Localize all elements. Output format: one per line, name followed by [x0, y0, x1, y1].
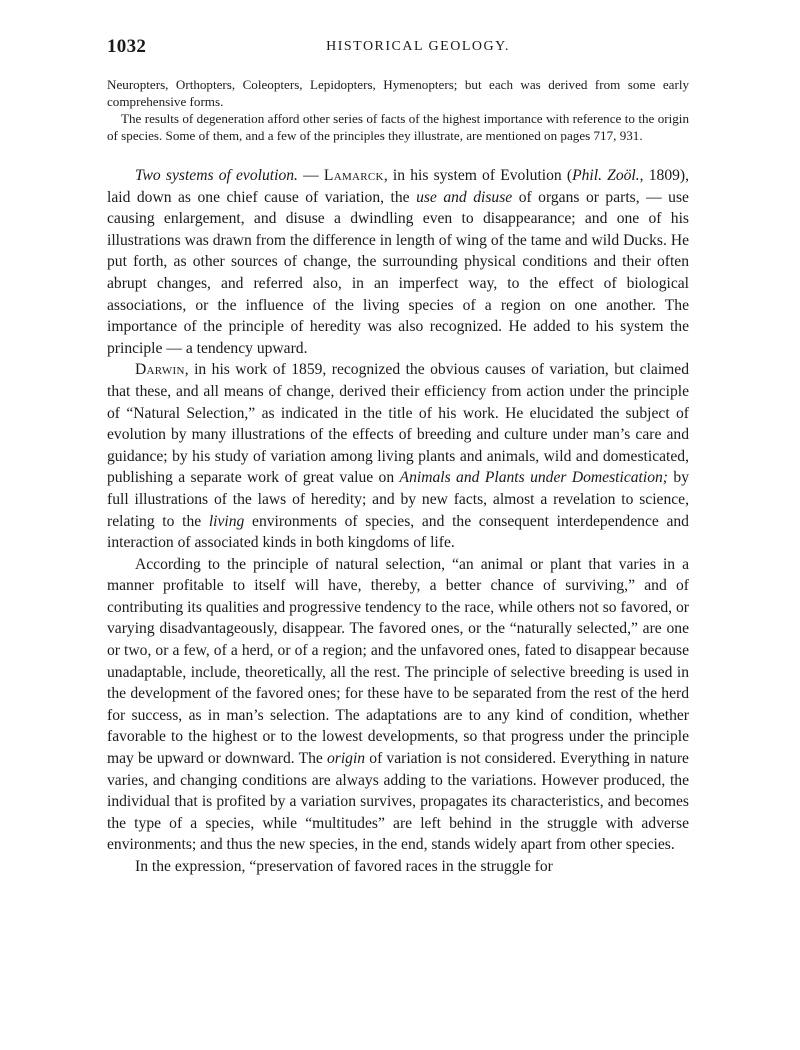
text-run: According to the principle of natural selection, “an animal or plant that varies in a manner profitable to itself will have, thereby, a better chance of surviving,” and of contributing its qualities and progressive tendency to the race, while others not so favored, or varying disadvantageously, disappear. The favored ones, or the “naturally selected,” are one or two, or a few, of a herd, or of a region; and the unfavored ones, fated to disappear because unadaptable, include, theoretically, all the rest. The principle of selective breeding is used in the development of the favored ones; for these have to be separated from the rest of the herd for success, as in man’s selection. The adaptations are to any kind of condition, whether favorable to the highest or to the lowest developments, so that progress under the principle may be upward or downward. The: [107, 555, 689, 768]
text-run: , 1809), laid down as one chief cause of variation, the: [107, 167, 690, 206]
text-run: , in his system of Evolution (: [383, 167, 573, 184]
note-paragraph-2: The results of degeneration afford other series of facts of the highest importance with reference to the origin of species. Some of them, and a few of the principles they illustrate, are mentioned on pages 717, 931.: [107, 111, 689, 143]
paragraph-lamarck: [107, 165, 689, 359]
page-number: 1032: [107, 36, 147, 57]
text-run: environments of species, and the consequent interdependence and interaction of associated kinds in both kingdoms of life.: [107, 512, 689, 552]
paragraph-darwin: [107, 359, 689, 553]
note-paragraph-1: Neuropters, Orthopters, Coleopters, Lepidopters, Hymenopters; but each was derived from some early comprehensive forms.: [107, 77, 689, 109]
citation: Phil. Zoöl.: [572, 167, 640, 184]
running-head: [107, 36, 689, 62]
text-run: , in his work of 1859, recognized the obvious causes of variation, but claimed that these, and all means of change, derived their efficiency from action under the principle of “Natural Selection,” as indicated in the title of his work. He elucidated the subject of evolution by many illustrations of the effects of breeding and culture under man’s care and guidance; by his study of variation among living plants and animals, wild and domesticated, publishing a separate work of great value on: [107, 361, 689, 487]
small-print-note: [107, 76, 689, 144]
text-run: of organs or parts, — use causing enlargement, and disuse a dwindling even to disappearance; and one of his illustrations was drawn from the difference in length of wing of the tame and wild Ducks. He put forth, as other sources of change, the surrounding physical conditions and their often abrupt changes, and referred also, in an imperfect way, to the effect of biological associations, or the influence of the living species of a region on one another. The importance of the principle of heredity was also recognized. He added to his system the principle — a tendency upward.: [107, 188, 689, 357]
book-title: Animals and Plants under Domestication;: [399, 469, 668, 487]
text-run: of variation is not considered. Everything in nature varies, and changing conditions are always adding to the variations. However produced, the individual that is profited by a variation survives, propagates its characteristics, and becomes the type of a species, while “multitudes” are left behind in the struggle with adverse environments; and thus the new species, in the end, stands widely apart from other species.: [107, 750, 689, 854]
text-run: In the expression, “preservation of favored races in the struggle for: [135, 858, 553, 875]
paragraph-natural-selection: [107, 554, 689, 856]
emphasis-living: living: [208, 512, 245, 530]
book-page: [107, 36, 689, 878]
author-name-lamarck: Lamarck: [323, 167, 384, 184]
running-title: HISTORICAL GEOLOGY.: [326, 39, 510, 54]
emphasis-origin: origin: [326, 750, 366, 768]
paragraph-continuation: [107, 856, 689, 878]
emphasis-use-and-disuse: use and disuse: [416, 188, 513, 206]
author-name-darwin: Darwin: [135, 361, 185, 379]
main-text: [107, 165, 689, 878]
section-heading: Two systems of evolution.: [135, 167, 298, 184]
text-run: by full illustrations of the laws of heredity; and by new facts, almost a revelation to science, relating to the: [107, 469, 689, 530]
heading-dash: —: [297, 167, 324, 184]
